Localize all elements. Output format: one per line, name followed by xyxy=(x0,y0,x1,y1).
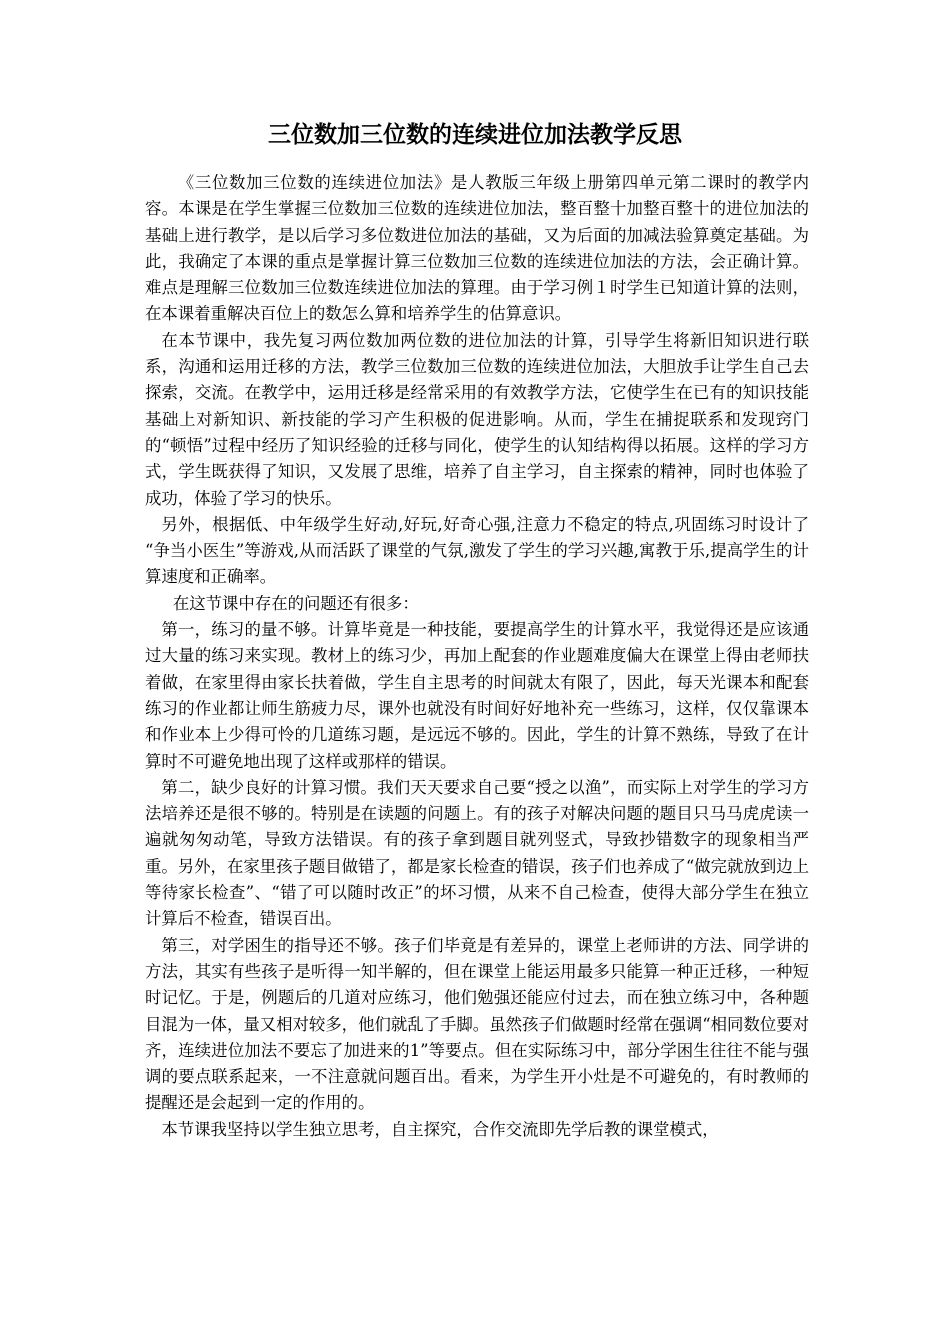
paragraph-intro: 《三位数加三位数的连续进位加法》是人教版三年级上册第四单元第二课时的教学内容。本课是在学生掌握三位数加三位数的连续进位加法，整百整十加整百整十的进位加法的基础上进行教学，是以后学习多位数进位加法的基础，又为后面的加减法验算奠定基础。为此，我确定了本课的重点是掌握计算三位数加三位数的连续进位加法的方法，会正确计算。难点是理解三位数加三位数连续进位加法的算理。由于学习例１时学生已知道计算的法则，在本课着重解决百位上的数怎么算和培养学生的估算意识。 xyxy=(145,173,809,324)
paragraph-teaching-process: 在本节课中，我先复习两位数加两位数的进位加法的计算，引导学生将新旧知识进行联系，沟通和运用迁移的方法，教学三位数加三位数的连续进位加法，大胆放手让学生自己去探索，交流。在教学中，运用迁移是经常采用的有效教学方法，它使学生在已有的知识技能基础上对新知识、新技能的学习产生积极的促进影响。从而，学生在捕捉联系和发现窍门的“顿悟”过程中经历了知识经验的迁移与同化，使学生的认知结构得以拓展。这样的学习方式，学生既获得了知识，又发展了思维，培养了自主学习，自主探索的精神，同时也体验了成功，体验了学习的快乐。 xyxy=(145,330,809,508)
document-title: 三位数加三位数的连续进位加法教学反思 xyxy=(268,122,682,148)
paragraph-conclusion: 本节课我坚持以学生独立思考，自主探究，合作交流即先学后教的课堂模式， xyxy=(161,1119,719,1139)
paragraph-problem-two: 第二，缺少良好的计算习惯。我们天天要求自己要“授之以渔”，而实际上对学生的学习方法培养还是很不够的。特别是在读题的问题上。有的孩子对解决问题的题目只马马虎虎读一遍就匆匆动笔，导致方法错误。有的孩子拿到题目就列竖式，导致抄错数字的现象相当严重。另外，在家里孩子题目做错了，都是家长检查的错误，孩子们也养成了“做完就放到边上等待家长检查”、“错了可以随时改正”的坏习惯，从来不自己检查，使得大部分学生在独立计算后不检查，错误百出。 xyxy=(145,777,810,929)
paragraph-practice-design: 另外，根据低、中年级学生好动,好玩,好奇心强,注意力不稳定的特点,巩固练习时设计了 “争当小医生”等游戏,从而活跃了课堂的气氛,激发了学生的学习兴趣,寓教于乐,提高学生的计算速度和正确率。 xyxy=(145,514,809,587)
paragraph-problem-three: 第三，对学困生的指导还不够。孩子们毕竟是有差异的，课堂上老师讲的方法、同学讲的方法，其实有些孩子是听得一知半解的，但在课堂上能运用最多只能算一种正迁移，一种短时记忆。于是，例题后的几道对应练习，他们勉强还能应付过去，而在独立练习中，各种题目混为一体，量又相对较多，他们就乱了手脚。虽然孩子们做题时经常在强调“相同数位要对齐，连续进位加法不要忘了加进来的1”等要点。但在实际练习中，部分学困生往往不能与强调的要点联系起来，一不注意就问题百出。看来，为学生开小灶是不可避免的，有时教师的提醒还是会起到一定的作用的。 xyxy=(145,935,810,1113)
paragraph-problem-one: 第一，练习的量不够。计算毕竟是一种技能，要提高学生的计算水平，我觉得还是应该通过大量的练习来实现。教材上的练习少，再加上配套的作业题难度偏大在课堂上得由老师扶着做，在家里得由家长扶着做，学生自主思考的时间就太有限了，因此，每天光课本和配套练习的作业都让师生筋疲力尽，课外也就没有时间好好地补充一些练习，这样，仅仅靠课本和作业本上少得可怜的几道练习题，是远远不够的。因此，学生的计算不熟练，导致了在计算时不可避免地出现了这样或那样的错误。 xyxy=(145,620,809,771)
paragraph-problems-intro: 在这节课中存在的问题还有很多： xyxy=(172,593,419,613)
document-body xyxy=(145,170,809,1143)
